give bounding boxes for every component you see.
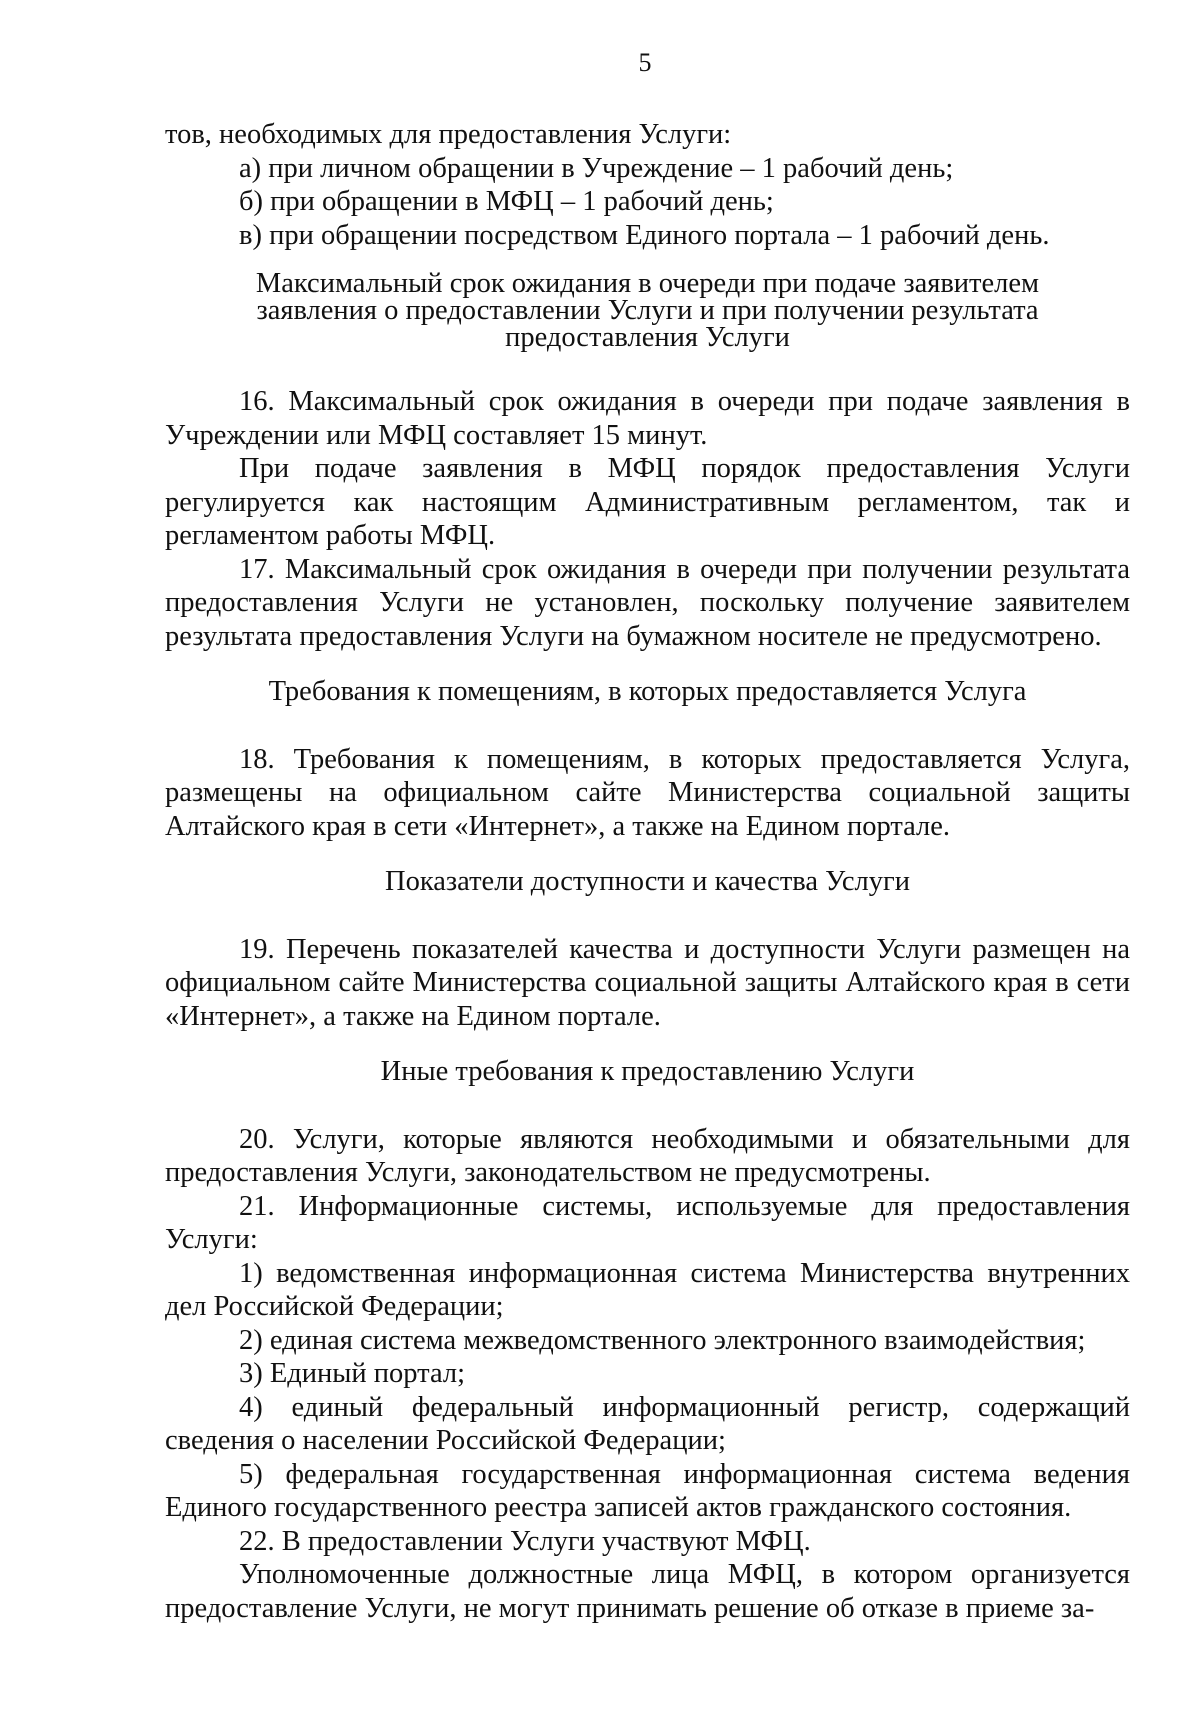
section-heading-queue <box>165 270 1130 351</box>
page-number: 5 <box>638 48 652 77</box>
paragraph-19: 19. Перечень показателей качества и доступности Услуги размещен на официальном сайте Министерства социальной защиты Алтайского края в сети «Интернет», а также на Едином портале. <box>165 933 1130 1032</box>
paragraph-21-item-5: 5) федеральная государственная информационная система ведения Единого государственного реестра записей актов гражданского состояния. <box>165 1458 1130 1523</box>
section-heading-queue-line2: заявления о предоставлении Услуги и при получении результата <box>256 295 1039 326</box>
paragraph-22: 22. В предоставлении Услуги участвуют МФЦ. <box>239 1525 811 1557</box>
paragraph-21: 21. Информационные системы, используемые для предоставления Услуги: <box>165 1190 1130 1255</box>
section-heading-queue-line3: предоставления Услуги <box>505 322 790 353</box>
paragraph-16: 16. Максимальный срок ожидания в очереди при подаче заявления в Учреждении или МФЦ составляет 15 минут. <box>165 386 1130 451</box>
paragraph-21-item-1: 1) ведомственная информационная система Министерства внутренних дел Российской Федерации; <box>165 1257 1130 1322</box>
paragraph-18: 18. Требования к помещениям, в которых предоставляется Услуга, размещены на официальном сайте Министерства социальной защиты Алтайского края в сети «Интернет», а также на Едином портале. <box>165 743 1130 842</box>
section-heading-other: Иные требования к предоставлению Услуги <box>380 1056 915 1087</box>
paragraph-20: 20. Услуги, которые являются необходимыми и обязательными для предоставления Услуги, законодательством не предусмотрены. <box>165 1123 1130 1188</box>
paragraph-16-b: При подаче заявления в МФЦ порядок предоставления Услуги регулируется как настоящим Административным регламентом, так и регламентом работы МФЦ. <box>165 453 1130 551</box>
section-heading-quality: Показатели доступности и качества Услуги <box>385 866 910 897</box>
list-item-a: а) при личном обращении в Учреждение – 1 рабочий день; <box>239 152 954 184</box>
paragraph-22-b: Уполномоченные должностные лица МФЦ, в котором организуется предоставление Услуги, не могут принимать решение об отказе в приеме за- <box>165 1559 1130 1624</box>
document-body <box>165 118 1130 1625</box>
section-heading-queue-line1: Максимальный срок ожидания в очереди при подаче заявителем <box>255 268 1040 299</box>
section-heading-premises: Требования к помещениям, в которых предоставляется Услуга <box>268 676 1027 707</box>
paragraph-21-item-3: 3) Единый портал; <box>239 1358 466 1389</box>
paragraph-21-item-4: 4) единый федеральный информационный регистр, содержащий сведения о населении Российской Федерации; <box>165 1391 1130 1456</box>
paragraph-intro: тов, необходимых для предоставления Услуги: <box>165 119 732 150</box>
list-item-c: в) при обращении посредством Единого портала – 1 рабочий день. <box>239 219 1050 251</box>
paragraph-21-item-2: 2) единая система межведомственного электронного взаимодействия; <box>239 1324 1086 1356</box>
list-item-b: б) при обращении в МФЦ – 1 рабочий день; <box>239 186 774 217</box>
paragraph-17: 17. Максимальный срок ожидания в очереди при получении результата предоставления Услуги не установлен, поскольку получение заявителем результата предоставления Услуги на бумажном носителе не предусмотрено. <box>165 553 1130 652</box>
